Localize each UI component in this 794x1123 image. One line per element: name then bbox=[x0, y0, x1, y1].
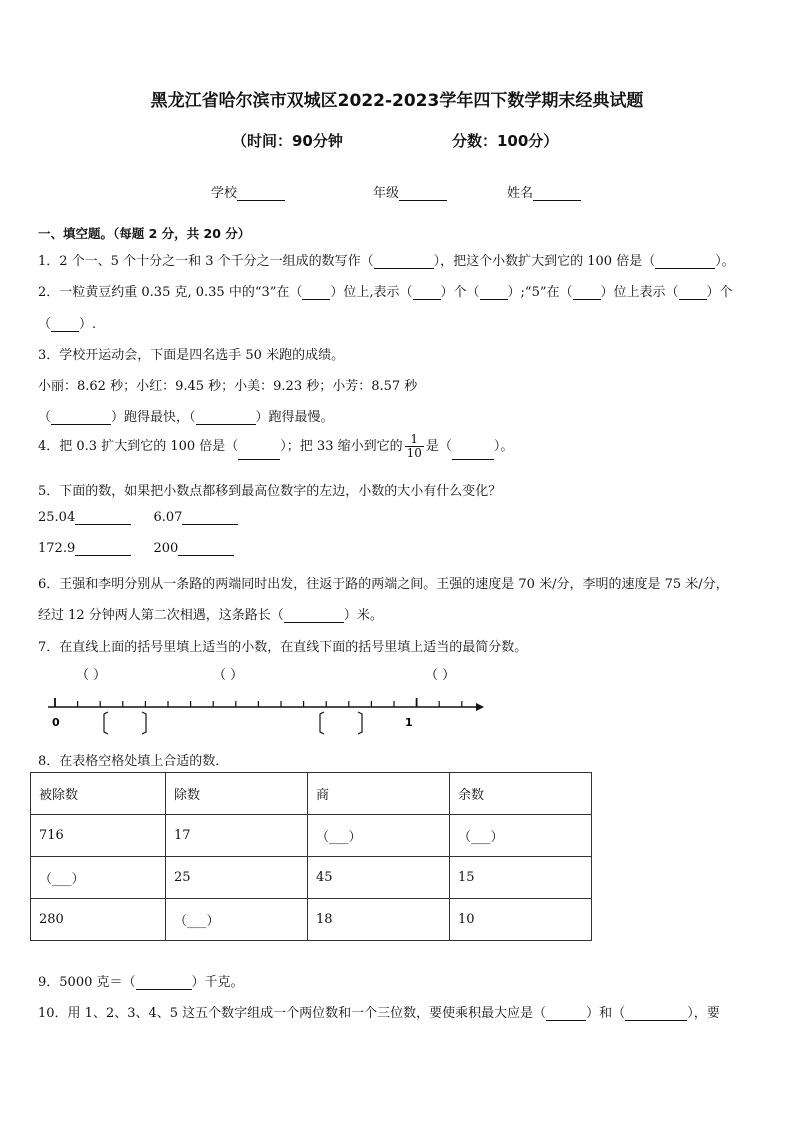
q9-text-b: ）千克。 bbox=[191, 975, 244, 990]
q4-text-a: 4．把 0.3 扩大到它的 100 倍是（ bbox=[38, 439, 239, 454]
table-cell: 10 bbox=[450, 899, 592, 941]
q5-item: 6.07 bbox=[153, 510, 183, 525]
section-header: 一、填空题。（每题 2 分，共 20 分） bbox=[38, 226, 251, 241]
table-header: 商 bbox=[308, 773, 450, 815]
q6-blank[interactable] bbox=[284, 610, 344, 623]
table-cell: 17 bbox=[166, 815, 308, 857]
school-field bbox=[211, 182, 285, 201]
table-row bbox=[31, 899, 592, 941]
fraction-numerator: 1 bbox=[405, 433, 424, 447]
q4-text-c: 是（ bbox=[425, 439, 452, 454]
table-row bbox=[31, 815, 592, 857]
q3-text-b: ）跑得最快，（ bbox=[111, 410, 196, 425]
question-6: 6．王强和李明分别从一条路的两端同时出发，往返于路的两端之间。王强的速度是 70 米/分，李明的速度是 75 米/分， bbox=[38, 577, 729, 592]
label-one: 1 bbox=[405, 716, 413, 729]
question-1 bbox=[38, 250, 735, 269]
question-3-answer bbox=[38, 406, 334, 425]
q2-text-g: （ bbox=[38, 317, 52, 332]
table-header: 被除数 bbox=[31, 773, 166, 815]
label-zero: 0 bbox=[52, 716, 60, 729]
q2-text-e: ）位上表示（ bbox=[600, 285, 679, 300]
q2-blank-5[interactable] bbox=[679, 287, 707, 300]
school-blank[interactable] bbox=[237, 187, 285, 201]
q10-blank-1[interactable] bbox=[546, 1008, 586, 1021]
top-paren-2[interactable]: （ ） bbox=[213, 668, 244, 683]
name-label: 姓名 bbox=[507, 186, 534, 201]
q5-blank[interactable] bbox=[75, 512, 131, 525]
q5-row-2 bbox=[38, 541, 234, 556]
question-3: 3．学校开运动会，下面是四名选手 50 米跑的成绩。 bbox=[38, 348, 345, 363]
q6-text-a: 经过 12 分钟两人第二次相遇，这条路长（ bbox=[38, 608, 284, 623]
fraction-denominator: 10 bbox=[406, 446, 422, 460]
top-paren-1[interactable]: （ ） bbox=[76, 668, 107, 683]
question-2-cont bbox=[38, 313, 96, 332]
q2-blank-3[interactable] bbox=[480, 287, 508, 300]
table-header: 余数 bbox=[450, 773, 592, 815]
name-blank[interactable] bbox=[533, 187, 581, 201]
q2-text-b: ）位上,表示（ bbox=[330, 285, 413, 300]
question-7: 7．在直线上面的括号里填上适当的小数，在直线下面的括号里填上适当的最简分数。 bbox=[38, 640, 528, 655]
q2-text-f: ）个 bbox=[706, 285, 733, 300]
q2-blank-2[interactable] bbox=[413, 287, 441, 300]
table-cell-blank[interactable]: （___） bbox=[31, 857, 166, 899]
q4-text-b: ）；把 33 缩小到它的 bbox=[280, 439, 403, 454]
table-header: 除数 bbox=[166, 773, 308, 815]
q9-blank[interactable] bbox=[136, 977, 192, 990]
q1-blank-2[interactable] bbox=[655, 256, 715, 269]
bottom-bracket-1-right[interactable] bbox=[142, 712, 146, 734]
question-10 bbox=[38, 1002, 720, 1021]
grade-field bbox=[373, 182, 447, 201]
total-score: 分数：100分） bbox=[452, 132, 559, 150]
q1-text-a: 1．2 个一、5 个十分之一和 3 个千分之一组成的数写作（ bbox=[38, 254, 374, 269]
table-cell: 15 bbox=[450, 857, 592, 899]
question-6-cont bbox=[38, 604, 383, 623]
bottom-bracket-2-right[interactable] bbox=[358, 712, 362, 734]
q5-row-1 bbox=[38, 510, 238, 525]
q3-text-a: （ bbox=[38, 410, 52, 425]
question-8: 8．在表格空格处填上合适的数． bbox=[38, 754, 229, 769]
bottom-bracket-2-left[interactable] bbox=[320, 712, 324, 734]
q6-text-b: ）米。 bbox=[343, 608, 383, 623]
table-cell-blank[interactable]: （___） bbox=[308, 815, 450, 857]
page-title: 黑龙江省哈尔滨市双城区2022-2023学年四下数学期末经典试题 bbox=[150, 91, 644, 111]
question-2 bbox=[38, 281, 733, 300]
q2-blank-1[interactable] bbox=[302, 287, 330, 300]
q1-blank-1[interactable] bbox=[374, 256, 434, 269]
q2-text-c: ）个（ bbox=[440, 285, 480, 300]
table-row bbox=[31, 857, 592, 899]
fraction bbox=[405, 433, 424, 460]
table-cell: 280 bbox=[31, 899, 166, 941]
number-line bbox=[40, 660, 490, 740]
time-limit: （时间：90分钟 bbox=[232, 132, 343, 150]
top-paren-3[interactable]: （ ） bbox=[425, 668, 456, 683]
axis-arrow bbox=[476, 703, 484, 711]
q5-blank[interactable] bbox=[75, 543, 131, 556]
q10-text-a: 10．用 1、2、3、4、5 这五个数字组成一个两位数和一个三位数，要使乘积最大应是（ bbox=[38, 1006, 547, 1021]
q5-blank[interactable] bbox=[178, 543, 234, 556]
q2-blank-4[interactable] bbox=[573, 287, 601, 300]
q3-blank-2[interactable] bbox=[196, 412, 256, 425]
q2-text-d: ）;“5”在（ bbox=[507, 285, 573, 300]
axis-ticks bbox=[55, 698, 462, 707]
q3-data: 小丽：8.62 秒；小红：9.45 秒；小美：9.23 秒；小芳：8.57 秒 bbox=[38, 379, 418, 394]
q5-blank[interactable] bbox=[182, 512, 238, 525]
name-field bbox=[507, 182, 581, 201]
exam-subtitle bbox=[232, 130, 559, 151]
table-header-row bbox=[31, 773, 592, 815]
question-9 bbox=[38, 971, 244, 990]
q5-item: 200 bbox=[153, 541, 179, 556]
q1-text-b: ），把这个小数扩大到它的 100 倍是（ bbox=[433, 254, 656, 269]
q10-text-c: ），要 bbox=[687, 1006, 720, 1021]
q5-item: 172.9 bbox=[38, 541, 76, 556]
division-table bbox=[30, 772, 592, 941]
table-cell: 18 bbox=[308, 899, 450, 941]
bottom-bracket-1-left[interactable] bbox=[104, 712, 108, 734]
question-5: 5．下面的数，如果把小数点都移到最高位数字的左边，小数的大小有什么变化？ bbox=[38, 484, 502, 499]
q10-blank-2[interactable] bbox=[625, 1008, 687, 1021]
q4-blank-1[interactable] bbox=[238, 447, 280, 460]
table-cell-blank[interactable]: （___） bbox=[450, 815, 592, 857]
table-cell-blank[interactable]: （___） bbox=[166, 899, 308, 941]
table-cell: 716 bbox=[31, 815, 166, 857]
q10-text-b: ）和（ bbox=[586, 1006, 626, 1021]
question-4 bbox=[38, 433, 513, 460]
q4-blank-2[interactable] bbox=[452, 447, 494, 460]
school-label: 学校 bbox=[211, 186, 238, 201]
q2-text-h: ）. bbox=[79, 317, 97, 332]
grade-label: 年级 bbox=[373, 186, 400, 201]
q5-item: 25.04 bbox=[38, 510, 76, 525]
q2-text-a: 2．一粒黄豆约重 0.35 克, 0.35 中的“3”在（ bbox=[38, 285, 303, 300]
q3-text-c: ）跑得最慢。 bbox=[255, 410, 334, 425]
q3-blank-1[interactable] bbox=[51, 412, 111, 425]
grade-blank[interactable] bbox=[399, 187, 447, 201]
table-cell: 25 bbox=[166, 857, 308, 899]
q2-blank-6[interactable] bbox=[51, 319, 79, 332]
q9-text-a: 9．5000 克＝（ bbox=[38, 975, 136, 990]
q4-text-d: ）。 bbox=[493, 439, 514, 454]
q1-text-c: ）。 bbox=[715, 254, 735, 269]
table-cell: 45 bbox=[308, 857, 450, 899]
